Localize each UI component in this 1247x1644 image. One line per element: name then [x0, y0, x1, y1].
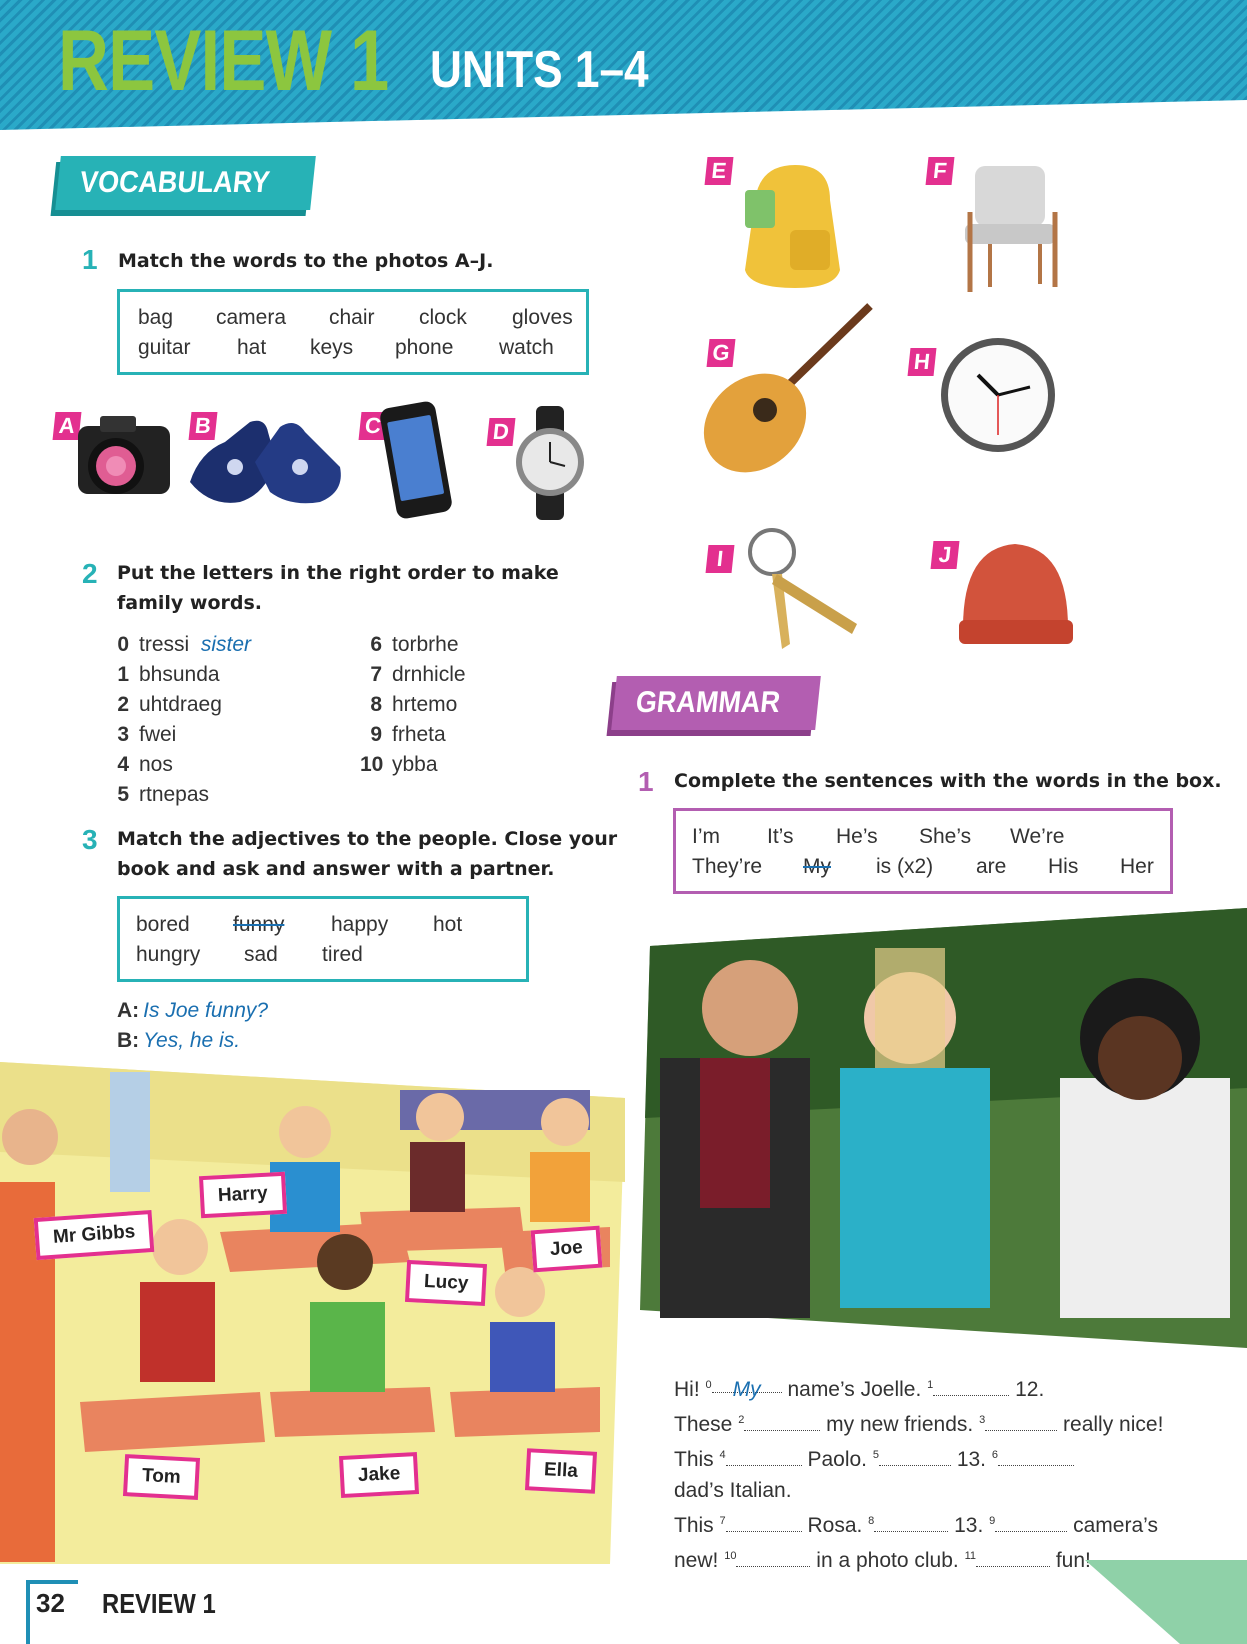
answer-gap[interactable] — [726, 1447, 802, 1466]
name-card-mr-gibbs: Mr Gibbs — [34, 1210, 155, 1260]
photo-tag: B — [189, 412, 218, 440]
list-item: 5 rtnepas — [117, 783, 210, 806]
exercise-number: 1 — [82, 244, 98, 275]
exercise-instruction: Match the adjectives to the people. Close your — [117, 828, 618, 850]
word: chair — [329, 306, 375, 329]
photo-tag: A — [53, 412, 82, 440]
list-item: 8 hrtemo — [370, 693, 458, 716]
text-line: dad’s Italian. — [674, 1479, 792, 1502]
exercise-instruction: Complete the sentences with the words in the box. — [674, 770, 1222, 792]
family-words-left — [107, 630, 367, 810]
list-item: 7 drnhicle — [370, 663, 466, 686]
word: We’re — [1010, 825, 1065, 848]
grammar-word-box — [673, 808, 1173, 894]
photo-tag: E — [705, 157, 734, 185]
exercise-instruction: Match the words to the photos A–J. — [118, 250, 494, 272]
answer-gap[interactable] — [995, 1513, 1067, 1532]
watch-photo — [510, 404, 590, 522]
word: tired — [322, 943, 363, 966]
name-card-tom: Tom — [123, 1454, 200, 1500]
vocabulary-banner: VOCABULARY — [55, 156, 315, 210]
word-crossed-out: funny — [233, 913, 285, 936]
word: guitar — [138, 336, 191, 359]
name-card-lucy: Lucy — [405, 1260, 487, 1306]
answer-gap[interactable] — [879, 1447, 951, 1466]
grammar-banner: GRAMMAR — [611, 676, 821, 730]
page-number: 32 — [36, 1588, 65, 1618]
answer-gap[interactable]: My — [712, 1374, 782, 1393]
keys-photo — [742, 524, 867, 654]
clock-photo — [938, 335, 1058, 455]
camera-photo — [70, 408, 175, 503]
phone-photo — [380, 400, 460, 520]
text-line: Hi! $^0$ My name’s Joelle. $^1$ 12. — [674, 1370, 1194, 1405]
photo-tag: F — [926, 157, 955, 185]
text-line: This $^7$ Rosa. $^8$ 13. $^9$ camera’s — [674, 1514, 1158, 1537]
word: His — [1048, 855, 1079, 878]
word: is (x2) — [876, 855, 934, 878]
word: phone — [395, 336, 454, 359]
bag-photo — [735, 160, 845, 290]
word: happy — [331, 913, 389, 936]
gloves-photo — [180, 412, 345, 512]
exercise-number: 3 — [82, 824, 98, 855]
name-card-jake: Jake — [339, 1452, 419, 1498]
word: hungry — [136, 943, 201, 966]
example-answer: sister — [200, 633, 252, 656]
photo-tag: H — [908, 348, 937, 376]
footer-title: REVIEW 1 — [102, 1588, 216, 1619]
example-dialogue: A: Is Joe funny? B: Yes, he is. — [117, 999, 269, 1052]
friends-photo — [640, 908, 1247, 1348]
photo-tag: C — [359, 412, 388, 440]
word: bag — [138, 306, 174, 329]
fill-in-text — [674, 1370, 1194, 1576]
word: hot — [433, 913, 463, 936]
word: It’s — [767, 825, 794, 848]
chair-photo — [955, 162, 1070, 297]
word: gloves — [512, 306, 573, 329]
photo-tag: G — [707, 339, 736, 367]
word-crossed-out: My — [803, 855, 831, 878]
answer-gap[interactable] — [744, 1412, 820, 1431]
word: clock — [419, 306, 467, 329]
name-card-ella: Ella — [525, 1448, 597, 1494]
list-item: 0 tressi sister — [117, 633, 252, 656]
answer-gap[interactable] — [726, 1513, 802, 1532]
units-title: UNITS 1–4 — [430, 41, 649, 99]
family-words-right — [360, 630, 560, 780]
exercise-instruction: Put the letters in the right order to make — [117, 562, 559, 584]
answer-gap[interactable] — [874, 1513, 948, 1532]
exercise-instruction: book and ask and answer with a partner. — [117, 858, 555, 880]
word: camera — [216, 306, 287, 329]
name-card-harry: Harry — [199, 1172, 287, 1218]
exercise-number: 2 — [82, 558, 98, 589]
text-line: new! $^{10}$ in a photo club. $^{11}$ fun! — [674, 1549, 1091, 1572]
word: keys — [310, 336, 354, 359]
word: sad — [244, 943, 278, 966]
text-line: This $^4$ Paolo. $^5$ 13. $^6$ — [674, 1440, 1194, 1475]
word: are — [976, 855, 1007, 878]
word: Her — [1120, 855, 1154, 878]
word: watch — [499, 336, 554, 359]
word-box — [117, 289, 589, 375]
answer-gap[interactable] — [998, 1447, 1074, 1466]
word: hat — [237, 336, 267, 359]
text-line: These $^2$ my new friends. $^3$ really nice! — [674, 1413, 1164, 1436]
word: bored — [136, 913, 190, 936]
word: They’re — [692, 855, 763, 878]
list-item: 1 bhsunda — [117, 663, 220, 686]
review-title: REVIEW 1 — [58, 13, 389, 109]
list-item: 3 fwei — [117, 723, 177, 746]
name-card-joe: Joe — [531, 1226, 603, 1273]
list-item: 10 ybba — [360, 753, 438, 776]
list-item: 9 frheta — [370, 723, 446, 746]
answer-gap[interactable] — [933, 1377, 1009, 1396]
list-item: 6 torbrhe — [370, 633, 459, 656]
exercise-instruction: family words. — [117, 592, 263, 614]
photo-tag: J — [931, 541, 960, 569]
answer-gap[interactable] — [985, 1412, 1057, 1431]
guitar-photo — [695, 298, 880, 483]
word: She’s — [919, 825, 972, 848]
photo-tag: D — [487, 418, 516, 446]
exercise-number: 1 — [638, 766, 654, 797]
list-item: 2 uhtdraeg — [117, 693, 222, 716]
list-item: 4 nos — [117, 753, 173, 776]
word: He’s — [836, 825, 878, 848]
word: I’m — [692, 825, 720, 848]
adjective-box — [117, 896, 529, 982]
photo-tag: I — [706, 545, 735, 573]
hat-photo — [953, 538, 1078, 648]
